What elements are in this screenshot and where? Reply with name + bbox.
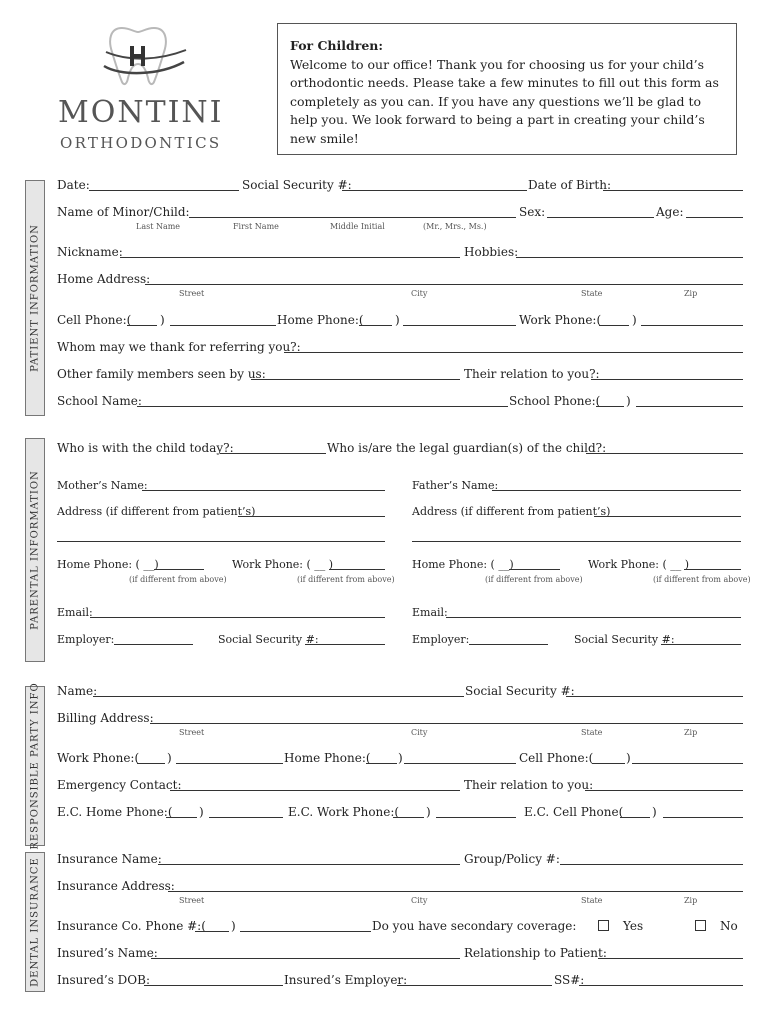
relationship-field[interactable] bbox=[598, 958, 743, 959]
dob-field[interactable] bbox=[603, 190, 743, 191]
rp-name-field[interactable] bbox=[93, 696, 464, 697]
group-policy-field[interactable] bbox=[560, 864, 743, 865]
sex-label: Sex: bbox=[519, 205, 546, 219]
logo-subtitle: ORTHODONTICS bbox=[60, 134, 222, 152]
age-field[interactable] bbox=[686, 217, 743, 218]
insurance-phone-label: Insurance Co. Phone #:( bbox=[57, 919, 206, 933]
sublabel-city: City bbox=[411, 728, 428, 737]
welcome-heading: For Children: bbox=[290, 38, 383, 53]
mother-name-field[interactable] bbox=[142, 490, 385, 491]
father-employer-field[interactable] bbox=[469, 644, 548, 645]
sublabel-if-different: (if different from above) bbox=[297, 575, 395, 584]
minor-name-label: Name of Minor/Child: bbox=[57, 205, 190, 219]
father-email-label: Email: bbox=[412, 606, 448, 619]
with-child-field[interactable] bbox=[220, 453, 326, 454]
age-label: Age: bbox=[656, 205, 684, 219]
billing-address-field[interactable] bbox=[150, 723, 743, 724]
work-phone-field[interactable] bbox=[641, 325, 743, 326]
rp-home-phone-field[interactable] bbox=[404, 763, 516, 764]
ec-work-phone-field[interactable] bbox=[436, 817, 516, 818]
mother-employer-label: Employer: bbox=[57, 633, 115, 646]
sublabel-street: Street bbox=[179, 896, 205, 905]
rp-cell-phone-area-field[interactable] bbox=[592, 763, 625, 764]
insured-ss-field[interactable] bbox=[579, 985, 743, 986]
logo-name: MONTINI bbox=[58, 95, 224, 130]
other-family-label: Other family members seen by us: bbox=[57, 367, 266, 381]
billing-address-label: Billing Address: bbox=[57, 711, 154, 725]
with-child-label: Who is with the child today?: bbox=[57, 441, 234, 455]
sublabel-if-different: (if different from above) bbox=[129, 575, 227, 584]
ec-work-phone-area-field[interactable] bbox=[393, 817, 424, 818]
guardian-label: Who is/are the legal guardian(s) of the child?: bbox=[327, 441, 607, 455]
sublabel-zip: Zip bbox=[684, 289, 698, 298]
father-ssn-field[interactable] bbox=[661, 644, 741, 645]
sublabel-last-name: Last Name bbox=[136, 222, 181, 231]
sublabel-state: State bbox=[581, 896, 603, 905]
family-relation-label: Their relation to you?: bbox=[464, 367, 600, 381]
school-phone-field[interactable] bbox=[636, 406, 743, 407]
ec-home-phone-label: E.C. Home Phone:( bbox=[57, 805, 173, 819]
emergency-contact-label: Emergency Contact: bbox=[57, 778, 182, 792]
mother-home-phone-label: Home Phone: ( __) bbox=[57, 558, 159, 571]
rp-ssn-label: Social Security #: bbox=[465, 684, 575, 698]
insured-name-label: Insured’s Name: bbox=[57, 946, 158, 960]
insurance-phone-area-field[interactable] bbox=[195, 931, 229, 932]
other-family-field[interactable] bbox=[251, 379, 460, 380]
father-home-phone-field[interactable] bbox=[509, 569, 560, 570]
insured-dob-label: Insured’s DOB: bbox=[57, 973, 150, 987]
rp-work-phone-field[interactable] bbox=[176, 763, 283, 764]
ssn-field[interactable] bbox=[342, 190, 527, 191]
insurance-address-field[interactable] bbox=[168, 891, 743, 892]
rp-ssn-field[interactable] bbox=[566, 696, 743, 697]
cell-phone-field[interactable] bbox=[170, 325, 276, 326]
rp-work-phone-area-field[interactable] bbox=[137, 763, 165, 764]
ec-cell-phone-label: E.C. Cell Phone( bbox=[524, 805, 624, 819]
section-tab-patient: PATIENT INFORMATION bbox=[25, 180, 45, 416]
home-phone-label: Home Phone:( bbox=[277, 313, 364, 327]
section-tab-dental: DENTAL INSURANCE bbox=[25, 852, 45, 992]
ec-home-phone-field[interactable] bbox=[209, 817, 283, 818]
ec-home-phone-area-field[interactable] bbox=[166, 817, 197, 818]
group-policy-label: Group/Policy #: bbox=[464, 852, 560, 866]
insured-employer-field[interactable] bbox=[397, 985, 552, 986]
hobbies-label: Hobbies: bbox=[464, 245, 519, 259]
insurance-name-field[interactable] bbox=[158, 864, 460, 865]
minor-name-field[interactable] bbox=[189, 217, 516, 218]
secondary-yes-label: Yes bbox=[623, 919, 644, 933]
mother-name-label: Mother’s Name: bbox=[57, 479, 148, 492]
ssn-label: Social Security #: bbox=[242, 178, 352, 192]
father-name-field[interactable] bbox=[492, 490, 741, 491]
school-name-field[interactable] bbox=[137, 406, 508, 407]
rp-home-phone-label: Home Phone:( bbox=[284, 751, 371, 765]
rp-work-phone-label: Work Phone:( bbox=[57, 751, 140, 765]
school-name-label: School Name: bbox=[57, 394, 142, 408]
date-field[interactable] bbox=[89, 190, 239, 191]
mother-address-label: Address (if different from patient’s) bbox=[57, 505, 256, 518]
home-address-field[interactable] bbox=[145, 284, 743, 285]
tooth-logo-icon bbox=[100, 20, 190, 92]
secondary-yes-checkbox[interactable] bbox=[598, 920, 609, 931]
secondary-no-label: No bbox=[720, 919, 738, 933]
emergency-contact-field[interactable] bbox=[170, 790, 460, 791]
insurance-address-label: Insurance Address: bbox=[57, 879, 175, 893]
mother-address-line2[interactable] bbox=[57, 541, 385, 542]
sublabel-zip: Zip bbox=[684, 728, 698, 737]
dob-label: Date of Birth: bbox=[528, 178, 611, 192]
sublabel-zip: Zip bbox=[684, 896, 698, 905]
cell-phone-area-field[interactable] bbox=[127, 325, 157, 326]
mother-work-phone-field[interactable] bbox=[329, 569, 385, 570]
mother-home-phone-field[interactable] bbox=[154, 569, 204, 570]
father-home-phone-label: Home Phone: ( __) bbox=[412, 558, 514, 571]
referral-label: Whom may we thank for referring you?: bbox=[57, 340, 301, 354]
sublabel-state: State bbox=[581, 728, 603, 737]
sublabel-street: Street bbox=[179, 728, 205, 737]
ec-relation-label: Their relation to you: bbox=[464, 778, 594, 792]
father-name-label: Father’s Name: bbox=[412, 479, 499, 492]
father-email-field[interactable] bbox=[446, 617, 741, 618]
insured-dob-field[interactable] bbox=[144, 985, 283, 986]
rp-cell-phone-label: Cell Phone:( bbox=[519, 751, 594, 765]
sublabel-title: (Mr., Mrs., Ms.) bbox=[423, 222, 487, 231]
sublabel-state: State bbox=[581, 289, 603, 298]
mother-email-label: Email: bbox=[57, 606, 93, 619]
ec-cell-phone-field[interactable] bbox=[663, 817, 743, 818]
relationship-label: Relationship to Patient: bbox=[464, 946, 607, 960]
sublabel-middle-initial: Middle Initial bbox=[330, 222, 385, 231]
family-relation-field[interactable] bbox=[591, 379, 743, 380]
rp-cell-phone-field[interactable] bbox=[632, 763, 743, 764]
hobbies-field[interactable] bbox=[516, 257, 743, 258]
sublabel-city: City bbox=[411, 289, 428, 298]
father-address-label: Address (if different from patient’s) bbox=[412, 505, 611, 518]
secondary-coverage-label: Do you have secondary coverage: bbox=[372, 919, 577, 933]
rp-name-label: Name: bbox=[57, 684, 98, 698]
insured-name-field[interactable] bbox=[151, 958, 460, 959]
father-address-line2[interactable] bbox=[412, 541, 741, 542]
insurance-phone-field[interactable] bbox=[240, 931, 371, 932]
welcome-box bbox=[277, 23, 737, 155]
sublabel-if-different: (if different from above) bbox=[653, 575, 751, 584]
home-phone-field[interactable] bbox=[403, 325, 516, 326]
school-phone-area-field[interactable] bbox=[596, 406, 624, 407]
ec-cell-phone-area-field[interactable] bbox=[620, 817, 650, 818]
home-phone-area-field[interactable] bbox=[359, 325, 392, 326]
sublabel-if-different: (if different from above) bbox=[485, 575, 583, 584]
rp-home-phone-area-field[interactable] bbox=[366, 763, 397, 764]
insured-ss-label: SS#: bbox=[554, 973, 585, 987]
mother-address-field[interactable] bbox=[238, 516, 385, 517]
welcome-text: Welcome to our office! Thank you for choosing us for your child’s orthodontic needs. Please take a few minutes to fill out this form as completely as you can. If you have any questions we’ll be glad to help you. We look forward to being a part in creating your child’s new smile! bbox=[290, 56, 719, 146]
father-work-phone-label: Work Phone: ( __ ) bbox=[588, 558, 690, 571]
mother-email-field[interactable] bbox=[90, 617, 385, 618]
work-phone-label: Work Phone:( bbox=[519, 313, 602, 327]
mother-ssn-field[interactable] bbox=[305, 644, 385, 645]
father-address-field[interactable] bbox=[594, 516, 741, 517]
father-ssn-label: Social Security #: bbox=[574, 633, 675, 646]
secondary-no-checkbox[interactable] bbox=[695, 920, 706, 931]
insurance-name-label: Insurance Name: bbox=[57, 852, 162, 866]
sublabel-first-name: First Name bbox=[233, 222, 279, 231]
sublabel-city: City bbox=[411, 896, 428, 905]
mother-ssn-label: Social Security #: bbox=[218, 633, 319, 646]
mother-work-phone-label: Work Phone: ( __ ) bbox=[232, 558, 334, 571]
nickname-field[interactable] bbox=[120, 257, 460, 258]
cell-phone-label: Cell Phone:( bbox=[57, 313, 132, 327]
referral-field[interactable] bbox=[284, 352, 743, 353]
ec-work-phone-label: E.C. Work Phone:( bbox=[288, 805, 400, 819]
guardian-field[interactable] bbox=[586, 453, 743, 454]
work-phone-area-field[interactable] bbox=[599, 325, 629, 326]
date-label: Date: bbox=[57, 178, 90, 192]
section-tab-parental: PARENTAL INFORMATION bbox=[25, 438, 45, 662]
sublabel-street: Street bbox=[179, 289, 205, 298]
insured-employer-label: Insured’s Employer: bbox=[284, 973, 408, 987]
sex-field[interactable] bbox=[547, 217, 654, 218]
home-address-label: Home Address: bbox=[57, 272, 151, 286]
section-tab-responsible: RESPONSIBLE PARTY INFO bbox=[25, 686, 45, 846]
nickname-label: Nickname: bbox=[57, 245, 123, 259]
father-work-phone-field[interactable] bbox=[684, 569, 741, 570]
school-phone-label: School Phone:( bbox=[509, 394, 601, 408]
ec-relation-field[interactable] bbox=[585, 790, 743, 791]
mother-employer-field[interactable] bbox=[114, 644, 193, 645]
father-employer-label: Employer: bbox=[412, 633, 470, 646]
